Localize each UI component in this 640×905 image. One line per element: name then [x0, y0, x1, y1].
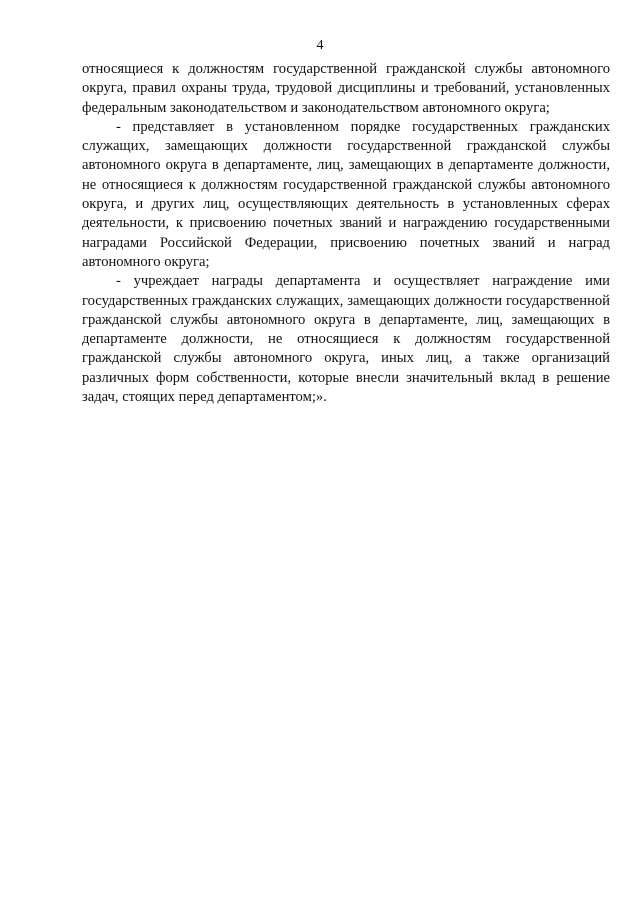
paragraph-department-awards: - учреждает награды департамента и осуществляет награждение ими государственных гражданских служащих, замещающих должности государственной гражданской службы автономного округа в департаменте, лиц, замещающих в департаменте должности, не относящиеся к должностям государственной гражданской службы автономного округа, иных лиц, а также организаций различных форм собственности, которые внесли значительный вклад в решение задач, стоящих перед департаментом;».	[82, 273, 610, 406]
page-number: 4	[316, 38, 324, 53]
paragraph-awards-nomination: - представляет в установленном порядке государственных гражданских служащих, замещающих должности государственной гражданской службы автономного округа в департаменте, лиц, замещающих в департаменте должности, не относящиеся к должностям государственной гражданской службы автономного округа, и других лиц, осуществляющих деятельность в установленных сферах деятельности, к присвоению почетных званий и награждению государственными наградами Российской Федерации, присвоению почетных званий и наград автономного округа;	[82, 118, 610, 270]
document-body	[82, 60, 610, 407]
paragraph-continuation: относящиеся к должностям государственной гражданской службы автономного округа, правил охраны труда, трудовой дисциплины и требований, установленных федеральным законодательством и законодательством автономного округа;	[82, 61, 610, 116]
